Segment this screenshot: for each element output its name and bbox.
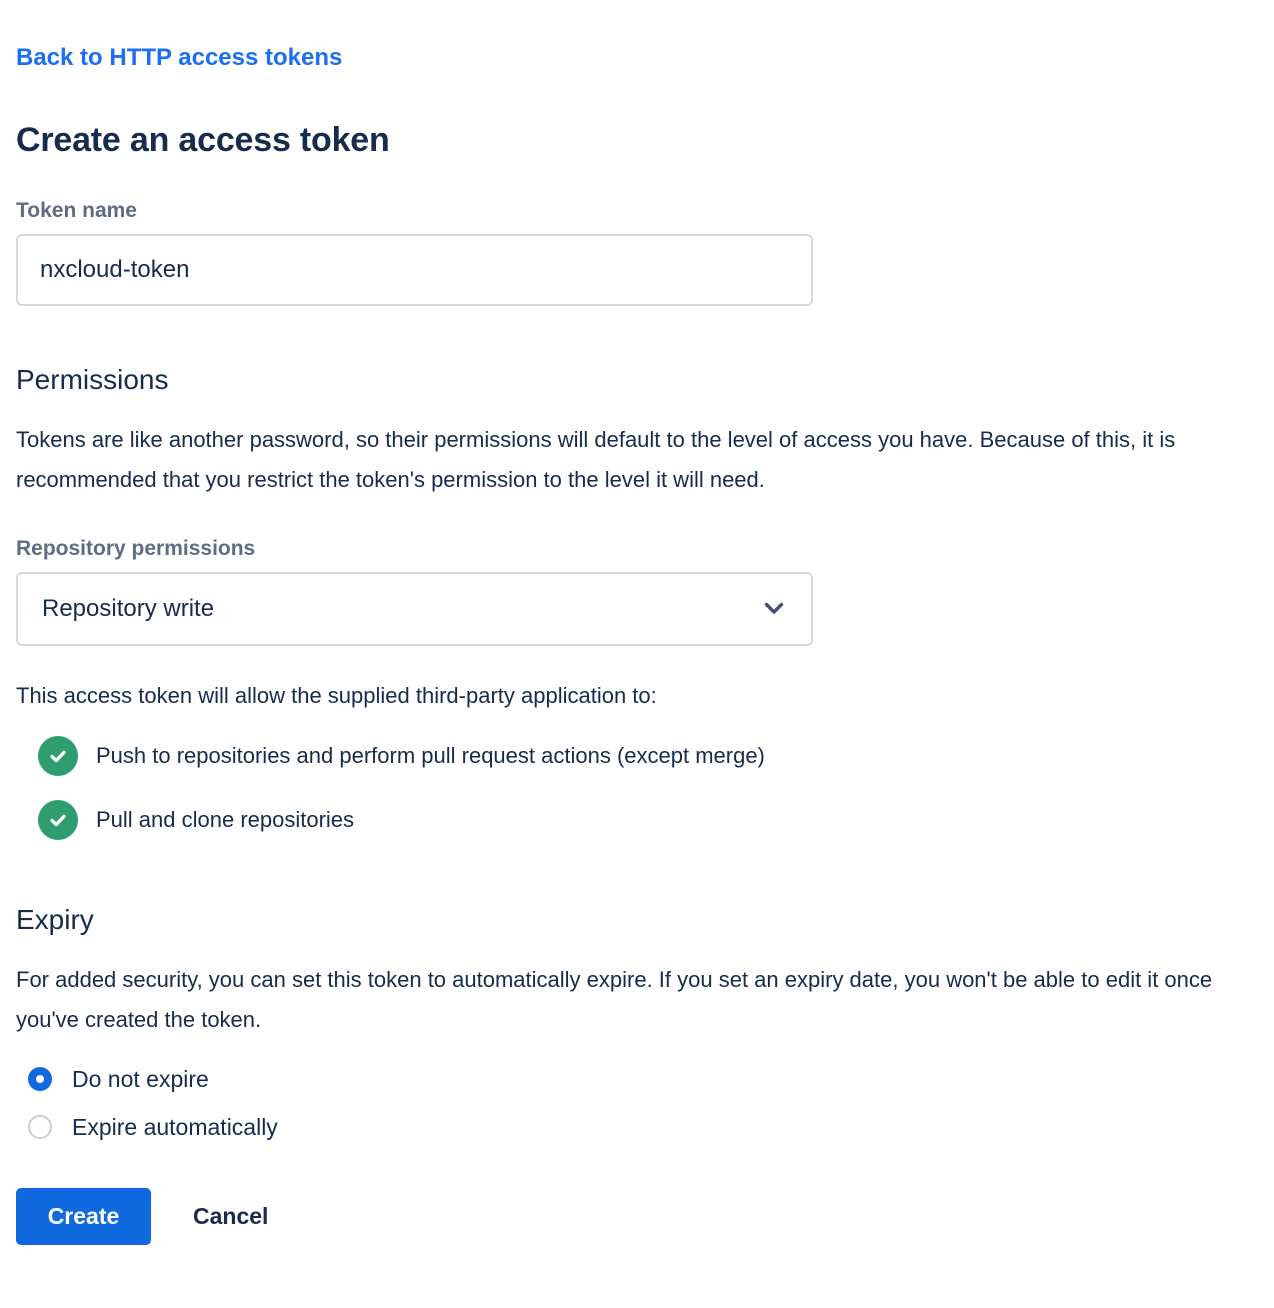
form-actions [16, 1188, 1258, 1245]
page-title: Create an access token [16, 121, 390, 159]
expiry-heading: Expiry [16, 904, 94, 935]
allow-item-push [38, 734, 1258, 778]
allow-intro-text: This access token will allow the supplied third-party application to: [16, 683, 657, 708]
check-circle-icon [38, 736, 78, 776]
radio-label: Expire automatically [72, 1113, 278, 1140]
permissions-description: Tokens are like another password, so their permissions will default to the level of access you have. Because of this, it is recommended that you restrict the token's permission to the level it will need. [16, 427, 1176, 492]
repository-permissions-label: Repository permissions [16, 537, 256, 560]
expiry-radio-group [16, 1064, 1258, 1142]
repository-permissions-selected-value: Repository write [42, 595, 215, 622]
allow-item-text: Pull and clone repositories [96, 807, 355, 832]
radio-selected-icon[interactable] [28, 1067, 52, 1091]
token-name-input[interactable] [16, 234, 813, 306]
radio-unselected-icon[interactable] [28, 1115, 52, 1139]
allow-item-text: Push to repositories and perform pull request actions (except merge) [96, 743, 765, 768]
chevron-down-icon [761, 599, 787, 619]
radio-expire-automatically[interactable] [28, 1112, 1258, 1142]
allow-item-pull [38, 798, 1258, 842]
expiry-description: For added security, you can set this token to automatically expire. If you set an expiry date, you won't be able to edit it once you've created the token. [16, 967, 1213, 1032]
token-name-label: Token name [16, 199, 137, 222]
back-to-http-access-tokens-link[interactable]: Back to HTTP access tokens [16, 44, 343, 71]
allow-list [16, 734, 1258, 842]
create-button[interactable]: Create [16, 1188, 151, 1245]
check-circle-icon [38, 800, 78, 840]
permissions-heading: Permissions [16, 364, 169, 395]
cancel-button[interactable]: Cancel [193, 1203, 269, 1229]
radio-do-not-expire[interactable] [28, 1064, 1258, 1094]
radio-label: Do not expire [72, 1065, 209, 1092]
repository-permissions-select[interactable] [16, 572, 813, 646]
